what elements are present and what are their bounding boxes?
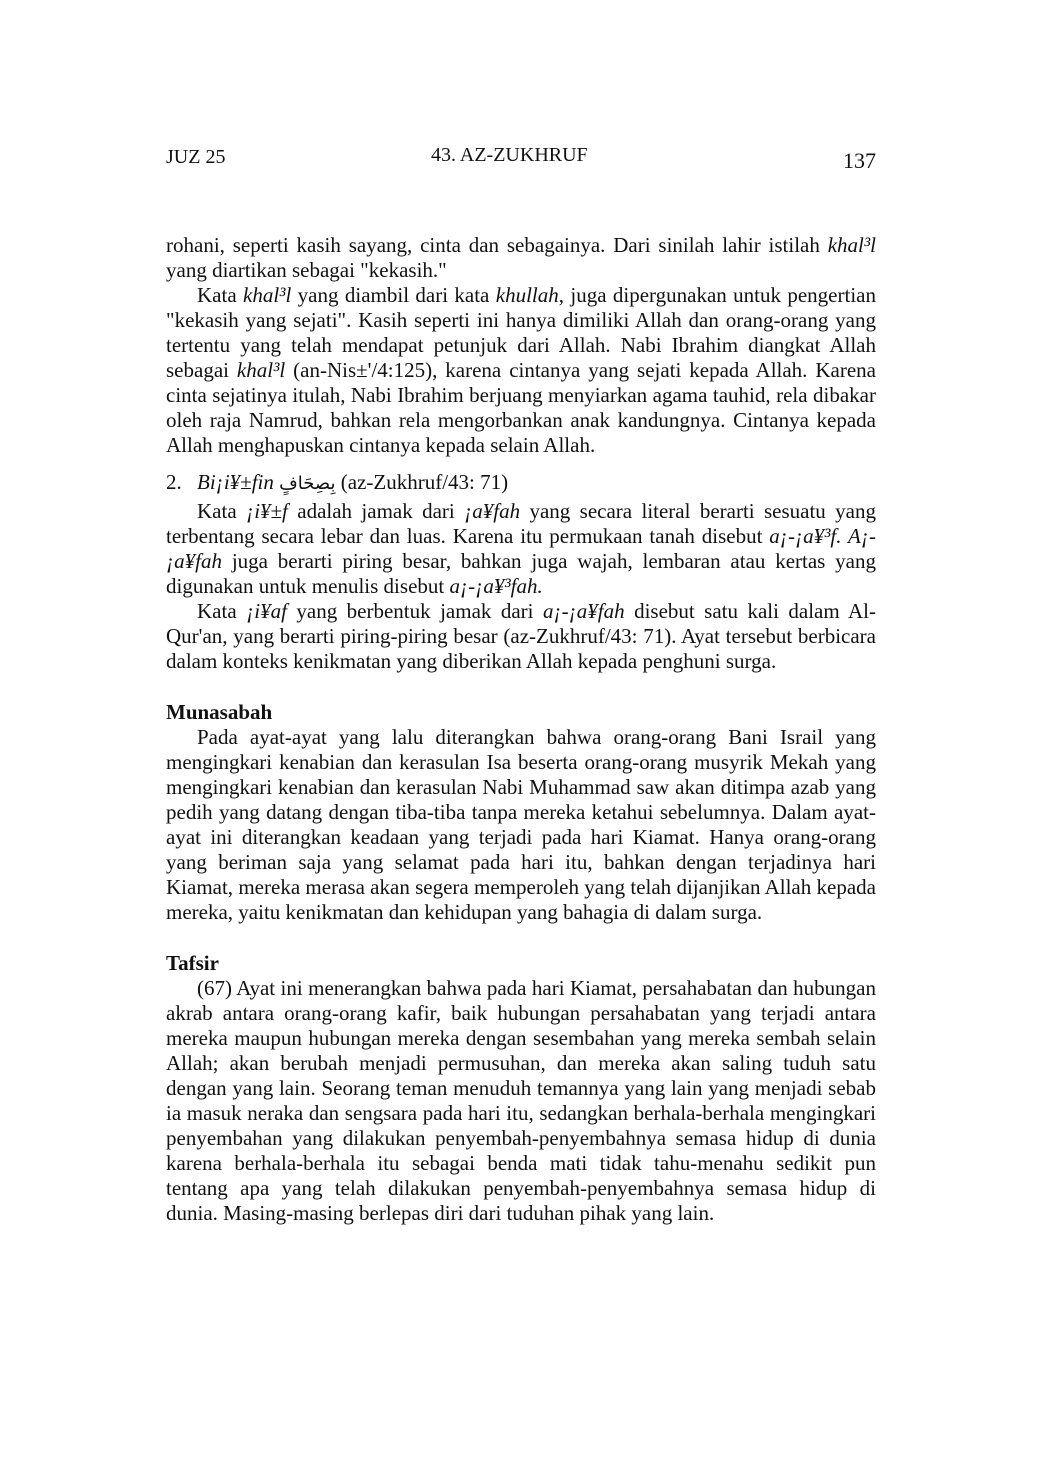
italic-term: ¡a¥fah — [464, 499, 521, 523]
vocab-item-2 — [166, 470, 876, 496]
italic-term: a¡-¡a¥fah — [542, 599, 625, 623]
italic-term: khal³l — [827, 233, 876, 257]
munasabah-heading: Munasabah — [166, 700, 273, 724]
juz-label: JUZ 25 — [166, 146, 226, 168]
page-header — [166, 144, 876, 174]
text-run: (an-Nis±'/4:125), karena cintanya yang sejati kepada Allah. Karena cinta sejatinya itulah, Nabi Ibrahim berjuang menyiarkan agama tauhid, rela dibakar oleh raja Namrud, bahkan rela mengorbankan anak kandungnya. Cintanya kepada Allah menghapuskan cintanya kepada selain Allah. — [166, 358, 876, 457]
paragraph-sihaf-quran — [166, 599, 876, 674]
text-run: yang diambil dari kata — [291, 283, 496, 307]
text-run: yang secara literal berarti sesuatu yang terbentang secara lebar dan luas. Karena itu permukaan tanah disebut — [166, 499, 876, 548]
surah-title: 43. AZ-ZUKHRUF — [431, 144, 588, 166]
text-run: Kata — [197, 599, 247, 623]
text-run: yang berbentuk jamak dari — [286, 599, 543, 623]
paragraph-khalil — [166, 283, 876, 458]
italic-term: a¡-¡a¥³fah. — [449, 574, 543, 598]
tafsir-section — [166, 951, 876, 1226]
text-run: Kata — [197, 499, 247, 523]
paragraph-continuation — [166, 233, 876, 283]
paragraph-sihaf — [166, 499, 876, 599]
italic-term: ¡i¥af — [246, 599, 287, 623]
text-run: yang diartikan sebagai "kekasih." — [166, 258, 447, 282]
text-run: rohani, seperti kasih sayang, cinta dan sebagainya. Dari sinilah lahir istilah — [166, 233, 828, 257]
italic-term: ¡i¥±f — [246, 499, 288, 523]
tafsir-heading: Tafsir — [166, 951, 219, 975]
italic-term: khullah — [495, 283, 559, 307]
italic-term: a¡-¡a¥³f. A¡-¡a¥fah — [166, 524, 876, 573]
arabic-word: بِصِحَافٍ — [279, 473, 336, 494]
italic-term: khal³l — [243, 283, 292, 307]
munasabah-paragraph: Pada ayat-ayat yang lalu diterangkan bahwa orang-orang Bani Israil yang mengingkari kenabian dan kerasulan Isa beserta orang-orang musyrik Mekah yang mengingkari kenabian dan kerasulan Nabi Muhammad saw akan ditimpa azab yang pedih yang datang dengan tiba-tiba tanpa mereka ketahui sebelumnya. Dalam ayat-ayat ini diterangkan keadaan yang terjadi pada hari Kiamat. Hanya orang-orang yang beriman saja yang selamat pada hari itu, bahkan dengan terjadinya hari Kiamat, mereka merasa akan segera memperoleh yang telah dijanjikan Allah kepada mereka, yaitu kenikmatan dan kehidupan yang bahagia di dalam surga. — [166, 725, 876, 924]
text-run: juga berarti piring besar, bahkan juga wajah, lembaran atau kertas yang digunakan untuk menulis disebut — [166, 549, 876, 598]
text-run: Kata — [197, 283, 244, 307]
munasabah-section — [166, 700, 876, 925]
item-reference: (az-Zukhruf/43: 71) — [335, 470, 509, 494]
tafsir-paragraph: (67) Ayat ini menerangkan bahwa pada hari Kiamat, persahabatan dan hubungan akrab antara orang-orang kafir, baik hubungan persahabatan yang terjadi antara mereka maupun hubungan mereka dengan sesembahan yang mereka sembah selain Allah; akan berubah menjadi permusuhan, dan mereka akan saling tuduh satu dengan yang lain. Seorang teman menuduh temannya yang lain yang menjadi sebab ia masuk neraka dan sengsara pada hari itu, sedangkan berhala-berhala mengingkari penyembahan yang dilakukan penyembah-penyembahnya semasa hidup di dunia karena berhala-berhala itu sebagai benda mati tidak tahu-menahu sedikit pun tentang apa yang telah dilakukan penyembah-penyembahnya semasa hidup di dunia. Masing-masing berlepas diri dari tuduhan pihak yang lain. — [166, 976, 876, 1225]
italic-term: khal³l — [236, 358, 286, 382]
item-term: Bi¡i¥±fin — [197, 470, 274, 494]
text-run: disebut satu kali dalam Al-Qur'an, yang berarti piring-piring besar (az-Zukhruf/43: 71). Ayat tersebut berbicara dalam konteks kenikmatan yang diberikan Allah kepada penghuni surga. — [166, 599, 876, 673]
page-body — [166, 233, 876, 1226]
item-number: 2. — [166, 470, 182, 494]
text-run: , juga dipergunakan untuk pengertian "kekasih yang sejati". Kasih seperti ini hanya dimiliki Allah dan orang-orang yang tertentu yang telah mendapat petunjuk dari Allah. Nabi Ibrahim diangkat Allah sebagai — [166, 283, 876, 382]
text-run: adalah jamak dari — [287, 499, 465, 523]
page-number: 137 — [843, 148, 876, 173]
